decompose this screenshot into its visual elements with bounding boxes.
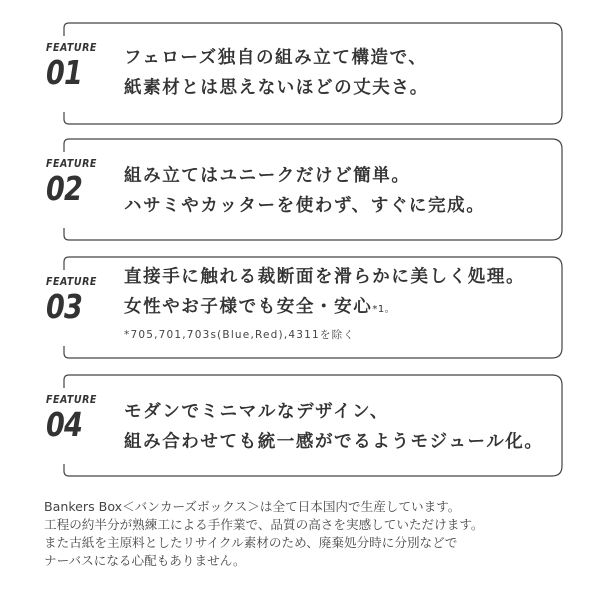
feature-number: 02: [46, 169, 83, 208]
feature-number: 01: [46, 53, 83, 92]
feature-label: FEATURE: [46, 42, 97, 55]
feature-card-03: [34, 256, 564, 359]
feature-label: FEATURE: [46, 276, 97, 289]
feature-note: *705,701,703s(Blue,Red),4311を除く: [124, 329, 355, 341]
footer-description: [44, 498, 484, 570]
feature-line: モダンでミニマルなデザイン、: [124, 402, 389, 422]
footer-line: 工程の約半分が熟練工による手作業で、品質の高さを実感していただけます。: [44, 517, 484, 532]
feature-line: 組み立てはユニークだけど簡単。: [124, 166, 411, 186]
feature-line: 直接手に触れる裁断面を滑らかに美しく処理。: [124, 267, 526, 287]
feature-line: フェローズ独自の組み立て構造で、: [124, 48, 428, 68]
feature-card-04: [34, 374, 564, 477]
feature-line: 紙素材とは思えないほどの丈夫さ。: [124, 78, 429, 98]
footnote-marker: *1。: [372, 304, 396, 315]
footer-line: Bankers Box＜バンカーズボックス＞は全て日本国内で生産しています。: [44, 499, 461, 514]
feature-text: [124, 161, 485, 221]
feature-number: 03: [46, 287, 83, 326]
footer-line: ナーバスになる心配もありません。: [44, 553, 246, 568]
feature-line-main: 女性やお子様でも安全・安心: [124, 297, 373, 317]
feature-card-01: [34, 22, 564, 125]
feature-label: FEATURE: [46, 158, 97, 171]
feature-line: 組み合わせても統一感がでるようモジュール化。: [124, 432, 544, 452]
feature-text: [124, 43, 429, 103]
feature-line: [124, 292, 525, 325]
feature-text: [124, 262, 525, 343]
feature-card-02: [34, 138, 564, 241]
footer-line: また古紙を主原料としたリサイクル素材のため、廃棄処分時に分別などで: [44, 535, 458, 550]
feature-label: FEATURE: [46, 394, 97, 407]
feature-text: [124, 397, 544, 457]
feature-number: 04: [46, 405, 83, 444]
feature-line: ハサミやカッターを使わず、すぐに完成。: [124, 196, 486, 216]
